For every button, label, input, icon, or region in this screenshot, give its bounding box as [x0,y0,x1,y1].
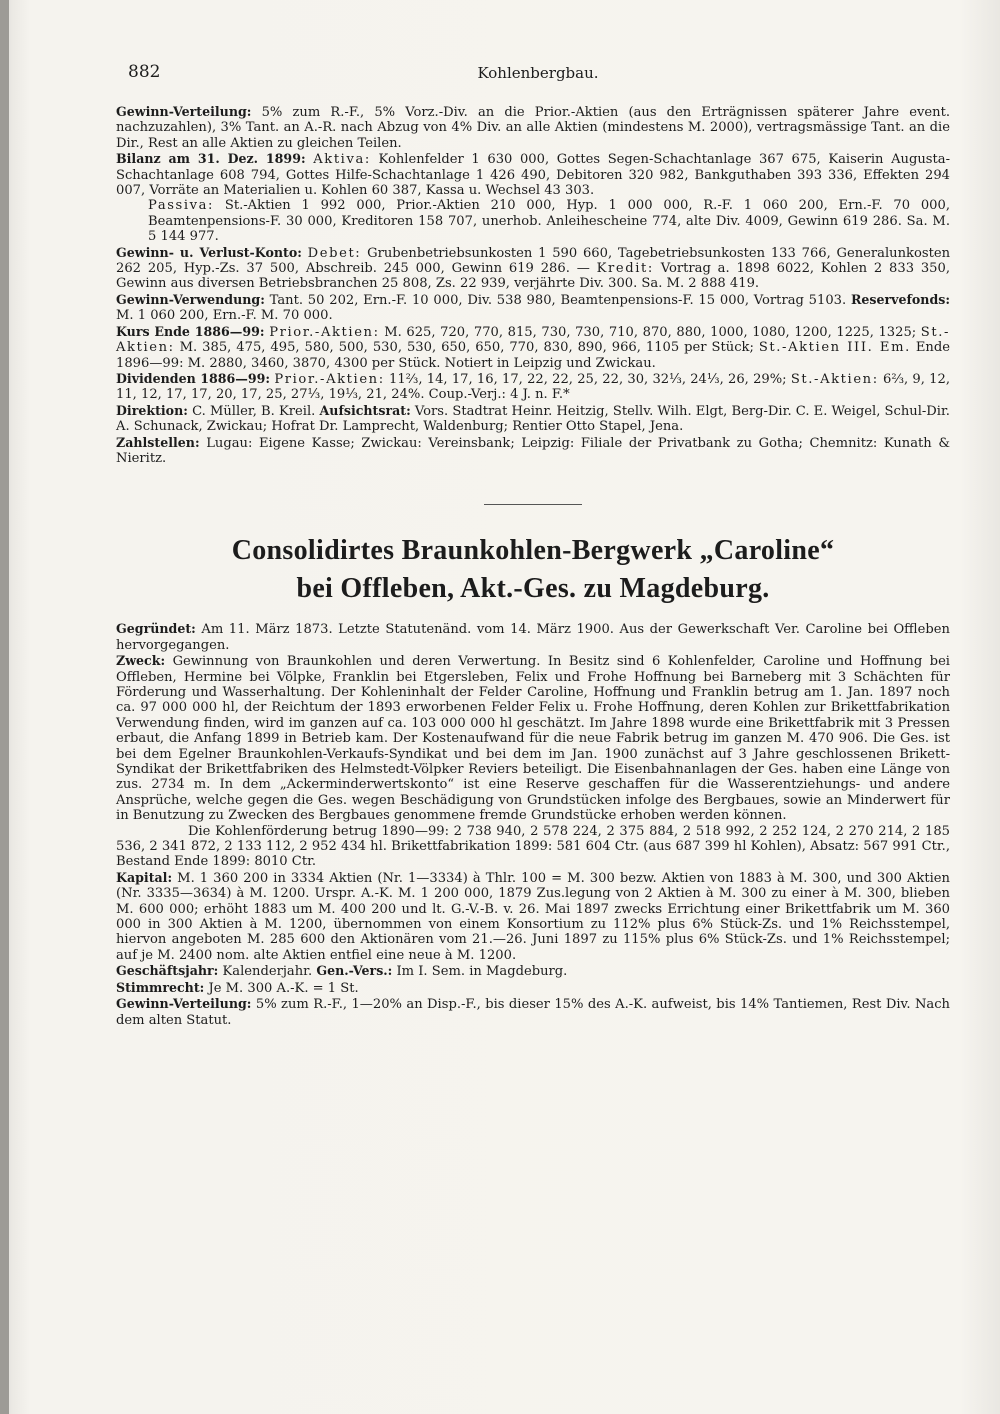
st-text: 6⅔, 9, 12, 11, 12, 17, 17, 20, 17, 25, 27⅓, 19⅓, 21, 24%. Coup.-Verj.: 4 J. n. F.* [116,371,950,403]
company-title-line-1: Consolidirtes Braunkohlen-Bergwerk „Caroline“ [231,535,835,567]
debet-word: Debet: [307,245,362,261]
st-word: St.-Aktien: [116,324,951,356]
prior-text: M. 625, 720, 770, 815, 730, 730, 710, 870, 880, 1000, 1080, 1200, 1225, 1325; [384,324,917,340]
kredit-word: Kredit: [596,261,654,277]
entry-text: C. Müller, B. Kreil. [192,403,316,419]
entry-gewinn-verteilung-2 [116,996,950,1028]
passiva-text: St.-Aktien 1 992 000, Prior.-Aktien 210 000, Hyp. 1 000 000, R.-F. 1 060 200, Ern.-F. 70 000, Beamtenpensions-F. 30 000, Kreditoren 158 707, unerhob. Anleihescheine 774, alte Div. 4009, Gewinn 619 286. Sa. M. 5 144 977. [148,198,950,245]
entry-text: 5% zum R.-F., 1—20% an Disp.-F., bis dieser 15% des A.-K. aufweist, bis 14% Tantiemen, Rest Div. Nach dem alten Statut. [116,997,950,1028]
entry-text: 5% zum R.-F., 5% Vorz.-Div. an die Prior.-Aktien (aus den Erträgnissen späterer Jahre event. nachzuzahlen), 3% Tant. an A.-R. nach Abzug von 4% Div. an alle Aktien (mindestens M. 2000), vertragsmässige Tant. an die Dir., Rest an alle Aktien zu gleichen Teilen. [116,105,950,151]
gen-vers-text: Im I. Sem. in Magdeburg. [396,964,568,980]
company-title [116,532,950,608]
entry-zweck-foerderung: Die Kohlenförderung betrug 1890—99: 2 738 940, 2 578 224, 2 375 884, 2 518 992, 2 252 124, 2 270 214, 2 185 536, 2 341 872, 2 133 112, 2 952 434 hl. Brikettfabrikation 1899: 581 604 Ctr. (aus 687 399 hl Kohlen), Absatz: 567 991 Ctr., Bestand Ende 1899: 8010 Ctr. [116,823,950,870]
prior-text: 11⅔, 14, 17, 16, 17, 22, 22, 25, 22, 30, 32⅓, 24⅓, 26, 29%; [388,371,787,387]
st3-text: Ende 1896—99: M. 2880, 3460, 3870, 4300 per Stück. Notiert in Leipzig und Zwickau. [116,340,950,371]
running-title: Kohlenbergbau. [477,64,599,82]
entry-zweck [116,653,950,823]
entry-label: Zweck: [116,653,166,669]
prior-word: Prior.-Aktien: [269,324,380,340]
entry-label: Gewinn- u. Verlust-Konto: [116,244,302,260]
entry-label: Direktion: [116,402,188,418]
entry-label: Kurs Ende 1886—99: [116,323,265,339]
prior-word: Prior.-Aktien: [274,371,385,387]
aktiva-text: Kohlenfelder 1 630 000, Gottes Segen-Schachtanlage 367 675, Kaiserin Augusta-Schachtanlage 608 794, Gottes Hilfe-Schachtanlage 1 426 490, Debitoren 320 982, Bankguthaben 393 336, Effekten 294 007, Vorräte an Materialien u. Kohlen 60 387, Kassa u. Wechsel 43 303. [116,152,950,199]
aktiva-word: Aktiva: [313,152,371,168]
entry-kapital [116,870,950,963]
entry-text: Lugau: Eigene Kasse; Zwickau: Vereinsbank; Leipzig: Filiale der Privatbank zu Gotha; Chemnitz: Kunath & Nieritz. [116,435,950,466]
page-number: 882 [128,62,161,82]
reservefonds-text: M. 1 060 200, Ern.-F. M. 70 000. [116,308,333,324]
entry-label: Gewinn-Verteilung: [116,996,252,1012]
entry-text: Am 11. März 1873. Letzte Statutenänd. vom 14. März 1900. Aus der Gewerkschaft Ver. Caroline bei Offleben hervorgegangen. [116,622,950,653]
st3-word: St.-Aktien III. Em. [758,340,911,356]
entry-kurs [116,324,950,371]
entry-text: Tant. 50 202, Ern.-F. 10 000, Div. 538 980, Beamtenpensions-F. 15 000, Vortrag 5103. [269,292,847,308]
page-header [128,62,948,86]
st-word: St.-Aktien: [790,371,879,387]
entry-text: Gewinnung von Braunkohlen und deren Verwertung. In Besitz sind 6 Kohlenfelder, Caroline und Hoffnung bei Offleben, Hermine bei Völpke, Franklin bei Etgersleben, Felix und Frohe Hoffnung bei Barneberg mit 3 Schächten für Förderung und Wasserhaltung. Der Kohleninhalt der Felder Caroline, Hoffnung und Franklin betrug am 1. Jan. 1897 noch ca. 97 000 000 hl, der Reichtum der 1893 erworbenen Felder Felix u. Frohe Hoffnung, deren Kohlen zur Brikettfabrikation Verwendung finden, wird im ganzen auf ca. 103 000 000 hl geschätzt. Im Jahre 1898 wurde eine Brikettfabrik mit 3 Pressen erbaut, die Anfang 1899 in Betrieb kam. Der Kostenaufwand für die neue Fabrik betrug im ganzen M. 470 906. Die Ges. ist bei dem Egelner Braunkohlen-Verkaufs-Syndikat und bei dem im Jan. 1900 zunächst auf 3 Jahre geschlossenen Brikett-Syndikat der Brikettfabriken des Helmstedt-Völpker Reviers beteiligt. Die Eisenbahnanlagen der Ges. haben eine Länge von zus. 2734 m. In dem „Ackerminderwertskonto“ ist eine Reserve geschaffen für die Wasserentziehungs- und andere Ansprüche, welche gegen die Ges. wegen Beschädigung von Grundstücken infolge des Bergbaues, sowie an Minderwert für in Benutzung zu Zwecken des Bergbaues genommene fremde Grundstücke erhoben werden können. [116,654,950,824]
entry-label: Gewinn-Verteilung: [116,104,252,119]
entry-label: Geschäftsjahr: [116,963,219,979]
entry-text: Kalenderjahr. [222,964,313,980]
entry-text: M. 1 360 200 in 3334 Aktien (Nr. 1—3334) à Thlr. 100 = M. 300 bezw. Aktien von 1883 à M. 300, und 300 Aktien (Nr. 3335—3634) à M. 1200. Urspr. A.-K. M. 1 200 000, 1879 Zus.legung von 2 Aktien à M. 300 zu einer à M. 300, blieben M. 600 000; erhöht 1883 um M. 400 200 und lt. G.-V.-B. v. 26. Mai 1897 zwecks Errichtung einer Brikettfabrik um M. 360 000 in 300 Aktien à M. 1200, übernommen von einem Konsortium zu 112% plus 6% Stück-Zs. und 1% Reichsstempel, hiervon angeboten M. 285 600 den Aktionären vom 21.—26. Juni 1897 zu 115% plus 6% Stück-Zs. und 1% Reichsstempel; auf je M. 2400 nom. alte Aktien entfiel eine neue à M. 1200. [116,870,950,963]
entry-label: Gegründet: [116,621,196,637]
entry-guv [116,245,950,292]
company-title-line-2: bei Offleben, Akt.-Ges. zu Magdeburg. [296,573,770,605]
entry-label: Bilanz am 31. Dez. 1899: [116,151,306,167]
passiva-line [116,198,950,244]
entry-stimmrecht [116,980,950,996]
entry-dividenden [116,371,950,403]
page-body [116,104,950,1028]
entry-label: Zahlstellen: [116,434,200,450]
entry-direktion [116,403,950,435]
reservefonds-label: Reservefonds: [850,291,951,307]
aufsichtsrat-label: Aufsichtsrat: [319,402,411,418]
entry-zahlstellen [116,435,950,467]
entry-gewinn-verwendung [116,292,950,324]
entry-gewinn-verteilung [116,104,950,151]
scan-edge [0,0,9,1414]
st-text: M. 385, 475, 495, 580, 500, 530, 530, 650, 650, 770, 830, 890, 966, 1105 per Stück; [179,340,754,356]
entry-label: Dividenden 1886—99: [116,370,271,386]
debet-text: Grubenbetriebsunkosten 1 590 660, Tagebetriebsunkosten 133 766, Generalunkosten 262 205, Hyp.-Zs. 37 500, Abschreib. 245 000, Gewinn 619 286. — [116,245,951,277]
aufsichtsrat-text: Vors. Stadtrat Heinr. Heitzig, Stellv. Wilh. Elgt, Berg-Dir. C. E. Weigel, Schul-Dir. A. Schunack, Zwickau; Hofrat Dr. Lamprecht, Waldenburg; Rentier Otto Stapel, Jena. [116,403,950,435]
gen-vers-label: Gen.-Vers.: [316,963,393,979]
entry-label: Gewinn-Verwendung: [116,291,265,307]
entry-text: Je M. 300 A.-K. = 1 St. [208,980,359,996]
entry-bilanz [116,151,950,244]
section-divider [484,504,582,505]
entry-label: Kapital: [116,869,173,885]
passiva-word: Passiva: [148,198,215,214]
entry-label: Stimmrecht: [116,979,205,995]
entry-gegruendet [116,621,950,653]
entry-geschaeftsjahr [116,963,950,979]
kredit-text: Vortrag a. 1898 6022, Kohlen 2 833 350, Gewinn aus diversen Betriebsbranchen 25 808, Zs. 22 939, verjährte Div. 300. Sa. M. 2 888 419. [116,261,951,292]
